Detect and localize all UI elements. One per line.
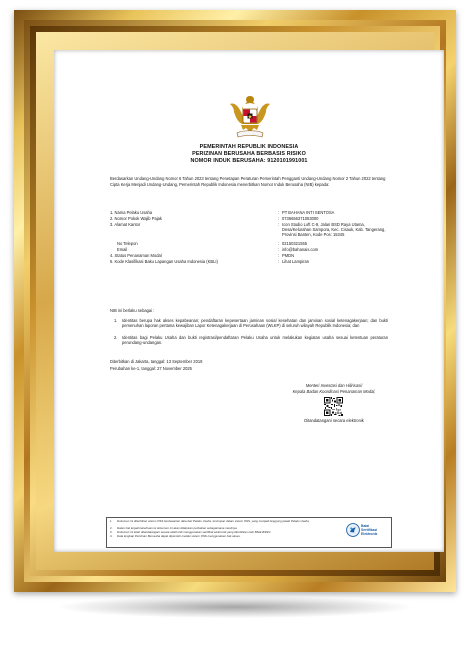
list-number: 1. — [114, 318, 118, 323]
field-value: PMDN — [282, 253, 295, 258]
electronic-signature-note: Ditandatangani secara elektronik — [304, 418, 364, 423]
field-value: info@bahanais.com — [282, 247, 319, 252]
field-label: 3. Alamat Kantor — [110, 222, 141, 227]
header-line-2: PERIZINAN BERUSAHA BERBASIS RISIKO — [192, 151, 306, 157]
field-value: PT BAHANA INTI SENTOSA — [282, 210, 335, 215]
field-label: No Telepon — [117, 241, 138, 246]
field-value: Icon Studio Loft C-9, Jalan BSD Raya Utama, Desa/Kelurahan Sampora, Kec. Cisauk, Kab. Tangerang, Provinsi Banten, Kode Pos: 15345 — [282, 222, 386, 237]
certificate-paper: PEMERINTAH REPUBLIK INDONESIA PERIZINAN BERUSAHA BERBASIS RISIKO NOMOR INDUK BERUSAHA: 9120101991001 Berdasarkan Undang-Undang Nomor 6 Tahun 2023 tentang Penetapan Peraturan Pemerintah Pengganti Undang-Undang Nomor 2 Tahun 2022 tentang Cipta Kerja Menjadi Undang-Undang, Pemerintah Republik Indonesia menerbitkan Nomor Induk Berusaha (NIB) kepada: 1. Nama Pelaku Usaha : PT BAHANA INTI SENTOSA 2. Nomor Pokok Wajib Pajak : 0736656371053000 3. Alamat Kantor : Icon Studio Loft C-9, Jalan BSD Raya Utama, Desa/Kelurahan Sampora, Kec. Cisauk, Kab. Tangerang, Provinsi Banten, Kode Pos: 15345 No Telepon : 02150321555 Email : info@bahanais.com 4. Status Penanaman Modal : PMDN 5. Kode Klasifikasi Baku Lapangan Usaha Indonesia (KBLI) : Lihat Lampiran NIB ini berlaku sebagai : 1. Identitas berupa hak akses kepabeanan; pendaftaran kepesertaan jaminan sosial kesehatan dan jaminan sosial ketenagakerjaan; dan bukti pemenuhan laporan pertama kewajiban Lapor Ketenagakerjaan di Perusahaan (WLKP) di seluruh wilayah Republik Indonesia; dan 2. Identitas bagi Pelaku Usaha dan bukti registrasi/pendaftaran Pelaku Usaha untuk melakukan kegiatan usaha sesuai ketentuan peraturan perundang-undangan. Diterbitkan di Jakarta, tanggal: 13 September 2019 Perubahan ke-1, tanggal: 27 November 2025 Menteri Investasi dan Hilirisasi/ Kepala Badan Koordinasi Penanaman Modal, Ditandatangani secara elektronik 1. Dokumen ini diterbitkan sistem OSS berdasarkan data dari Pelaku Usaha, tersimpan dalam sistem OSS, yang menjadi tanggung jawab Pelaku Usaha. 2. Dalam hal terjadi kekeliruan isi dokumen ini akan dilakukan perbaikan sebagaimana mestinya. 3. Dokumen ini telah ditandatangani secara elektronik menggunakan sertifikat elektronik yang diterbitkan oleh BSrE-BSSN. 4. Data lengkap Perizinan Berusaha dapat diperoleh melalui sistem OSS menggunakan hak akses. Balai Sertifikasi Elektronik — [54, 50, 444, 552]
issued-date: Diterbitkan di Jakarta, tanggal: 13 September 2019 — [110, 359, 203, 364]
list-text: Identitas berupa hak akses kepabeanan; pendaftaran kepesertaan jaminan sosial kesehatan dan jaminan sosial ketenagakerjaan; dan bukti pemenuhan laporan pertama kewajiban Lapor Ketenagakerjaan di Perusahaan (WLKP) di seluruh wilayah Republik Indonesia; dan — [122, 318, 388, 329]
signatory-title: Menteri Investasi dan Hilirisasi/ — [305, 383, 363, 388]
bsre-logo-icon — [346, 523, 360, 537]
list-text: Identitas bagi Pelaku Usaha dan bukti registrasi/pendaftaran Pelaku Usaha untuk melakukan kegiatan usaha sesuai ketentuan peraturan perundang-undangan. — [122, 335, 388, 346]
revision-date: Perubahan ke-1, tanggal: 27 November 2025 — [110, 366, 192, 371]
field-label: 5. Kode Klasifikasi Baku Lapangan Usaha Indonesia (KBLI) — [110, 259, 218, 264]
qr-code-icon — [324, 397, 343, 416]
footnote-item: 3. Dokumen ini telah ditandatangani secara elektronik menggunakan sertifikat elektronik yang diterbitkan oleh BSrE-BSSN. — [110, 531, 272, 534]
gold-frame — [14, 10, 456, 592]
field-label: 4. Status Penanaman Modal — [110, 253, 162, 258]
footnote-item: 2. Dalam hal terjadi kekeliruan isi dokumen ini akan dilakukan perbaikan sebagaimana mestinya. — [110, 527, 238, 530]
intro-paragraph: Berdasarkan Undang-Undang Nomor 6 Tahun 2023 tentang Penetapan Peraturan Pemerintah Pengganti Undang-Undang Nomor 2 Tahun 2022 tentang Cipta Kerja Menjadi Undang-Undang, Pemerintah Republik Indonesia menerbitkan Nomor Induk Berusaha (NIB) kepada: — [110, 176, 386, 187]
signatory-agency: Kepala Badan Koordinasi Penanaman Modal, — [292, 389, 376, 394]
header-line-1: PEMERINTAH REPUBLIK INDONESIA — [199, 144, 299, 150]
field-value: 02150321555 — [282, 241, 308, 246]
footnote-item: 1. Dokumen ini diterbitkan sistem OSS berdasarkan data dari Pelaku Usaha, tersimpan dalam sistem OSS, yang menjadi tanggung jawab Pelaku Usaha. — [110, 520, 310, 523]
footnote-item: 4. Data lengkap Perizinan Berusaha dapat diperoleh melalui sistem OSS menggunakan hak akses. — [110, 535, 241, 538]
frame-shadow — [60, 596, 410, 618]
field-label: 2. Nomor Pokok Wajib Pajak — [110, 216, 162, 221]
list-number: 2. — [114, 335, 118, 340]
bsre-label: Balai Sertifikasi Elektronik — [361, 524, 378, 536]
field-value: 0736656371053000 — [282, 216, 319, 221]
garuda-emblem-icon — [228, 92, 272, 140]
validity-note: NIB ini berlaku sebagai : — [110, 308, 155, 313]
header-nib-number: NOMOR INDUK BERUSAHA: 9120101991001 — [190, 158, 308, 164]
field-value: Lihat Lampiran — [282, 259, 310, 264]
footnote-box — [106, 517, 392, 548]
field-label: 1. Nama Pelaku Usaha — [110, 210, 153, 215]
field-label: Email — [117, 247, 128, 252]
